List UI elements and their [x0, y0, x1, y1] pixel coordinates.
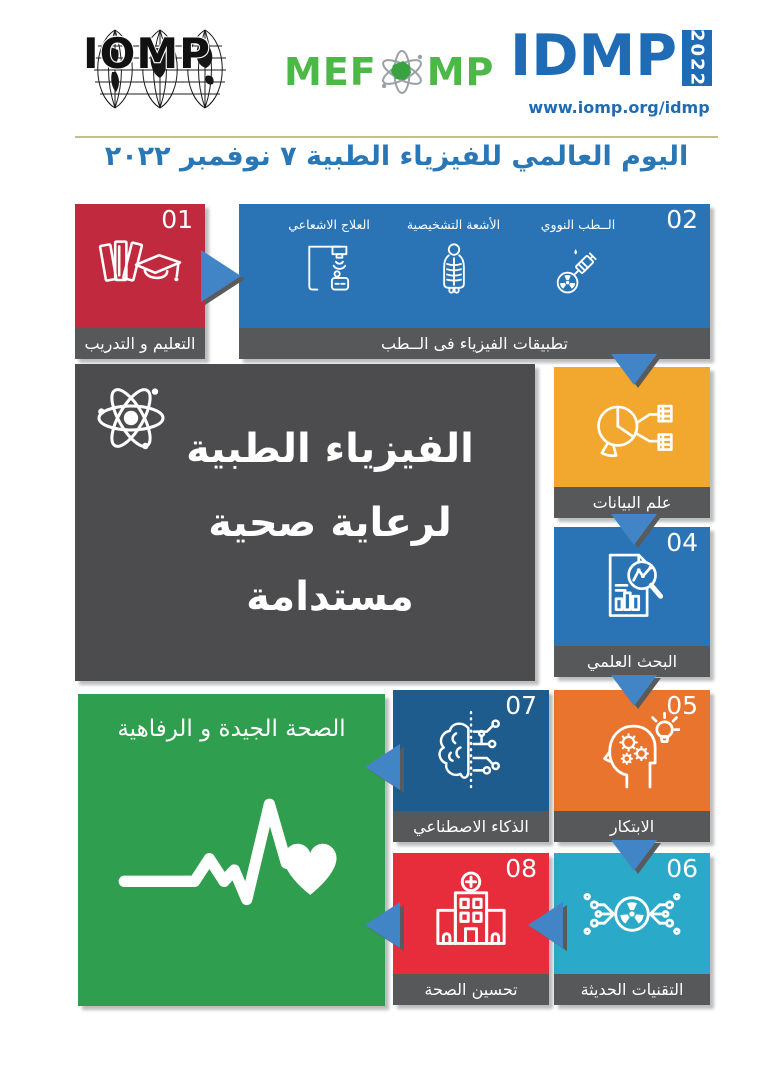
headline-panel — [75, 364, 535, 681]
tile-modern-tech-body — [554, 853, 710, 974]
tile-health — [393, 853, 549, 1005]
tile-data-science-label: علم البيانات — [554, 487, 710, 518]
headline-line-2: لرعاية صحية — [208, 500, 452, 546]
tile-research — [554, 527, 710, 677]
tile-research-label: البحث العلمي — [554, 646, 710, 677]
tile-research-number: 04 — [666, 528, 698, 557]
subitem-diagnostic-radiology — [406, 217, 502, 320]
idmp-year: 2022 — [686, 28, 708, 88]
tile-modern-tech-label: التقنيات الحديثة — [554, 974, 710, 1005]
books-graduation-icon — [96, 231, 184, 301]
tile-health-number: 08 — [505, 854, 537, 883]
tile-data-science-body — [554, 367, 710, 487]
tile-innovation — [554, 690, 710, 842]
document-magnifier-icon — [590, 545, 674, 629]
nuclear-medicine-icon — [549, 239, 607, 303]
tile-innovation-body — [554, 690, 710, 811]
idmp-logo — [510, 23, 712, 89]
tile-ai-number: 07 — [505, 691, 537, 720]
arrow-down-icon — [611, 675, 657, 706]
tile-education-number: 01 — [161, 205, 193, 234]
idmp-url: www.iomp.org/idmp — [528, 98, 710, 117]
tile-ai — [393, 690, 549, 842]
mefomp-logo — [284, 48, 494, 96]
iomp-logo — [80, 16, 240, 116]
pie-data-icon — [586, 389, 678, 465]
tile-applications-number: 02 — [666, 205, 698, 234]
headline-line-1: الفيزياء الطبية — [186, 426, 474, 472]
headline-text — [135, 412, 525, 634]
idmp-year-box — [682, 30, 712, 86]
tile-health-label: تحسين الصحة — [393, 974, 549, 1005]
tile-innovation-number: 05 — [666, 691, 698, 720]
subitem-nuclear-medicine — [530, 217, 626, 320]
tile-applications-label: تطبيقات الفيزياء فى الــطب — [239, 328, 710, 359]
mefomp-text-right: MP — [426, 50, 495, 94]
tile-modern-tech-number: 06 — [666, 854, 698, 883]
arrow-left-icon — [365, 902, 400, 948]
mefomp-atom-icon — [378, 48, 426, 96]
arrow-down-icon — [611, 840, 657, 871]
tile-data-science — [554, 367, 710, 518]
subitem-nuclear-medicine-label: الــطب النووي — [540, 217, 616, 232]
tile-applications — [239, 204, 710, 359]
subitem-radiotherapy-label: العلاج الاشعاعي — [288, 217, 370, 232]
tile-ai-body — [393, 690, 549, 811]
hospital-icon — [425, 868, 517, 960]
tile-education-label: التعليم و التدريب — [75, 328, 205, 359]
tile-innovation-label: الابتكار — [554, 811, 710, 842]
arrow-down-icon — [611, 514, 657, 545]
brain-circuit-icon — [427, 707, 515, 795]
heartbeat-heart-icon — [104, 768, 360, 938]
radiotherapy-linac-icon — [300, 239, 358, 303]
iomp-logo-text: IOMP — [83, 29, 211, 78]
subitem-diagnostic-radiology-label: الأشعة التشخيصية — [406, 217, 501, 232]
tile-wellbeing — [78, 694, 385, 1006]
tile-modern-tech — [554, 853, 710, 1005]
tile-ai-label: الذكاء الاصطناعي — [393, 811, 549, 842]
radiation-network-icon — [576, 873, 688, 955]
tile-health-body — [393, 853, 549, 974]
arrow-left-icon — [528, 902, 563, 948]
idmp-wordmark: IDMP — [510, 23, 678, 89]
tile-education-body — [75, 204, 205, 328]
tile-wellbeing-label: الصحة الجيدة و الرفاهية — [117, 716, 346, 742]
arrow-down-icon — [611, 354, 657, 385]
tile-education — [75, 204, 205, 359]
header-divider — [75, 136, 718, 138]
diagnostic-xray-icon — [425, 239, 483, 303]
arrow-left-icon — [365, 744, 400, 790]
tile-applications-body — [239, 204, 710, 328]
mefomp-text-left: MEF — [284, 50, 377, 94]
arrow-right-icon — [201, 250, 241, 302]
headline-line-3: مستدامة — [246, 574, 414, 620]
poster-title: اليوم العالمي للفيزياء الطبية ٧ نوفمبر ٢٠٢٢ — [104, 141, 689, 172]
subitem-radiotherapy — [281, 217, 377, 320]
